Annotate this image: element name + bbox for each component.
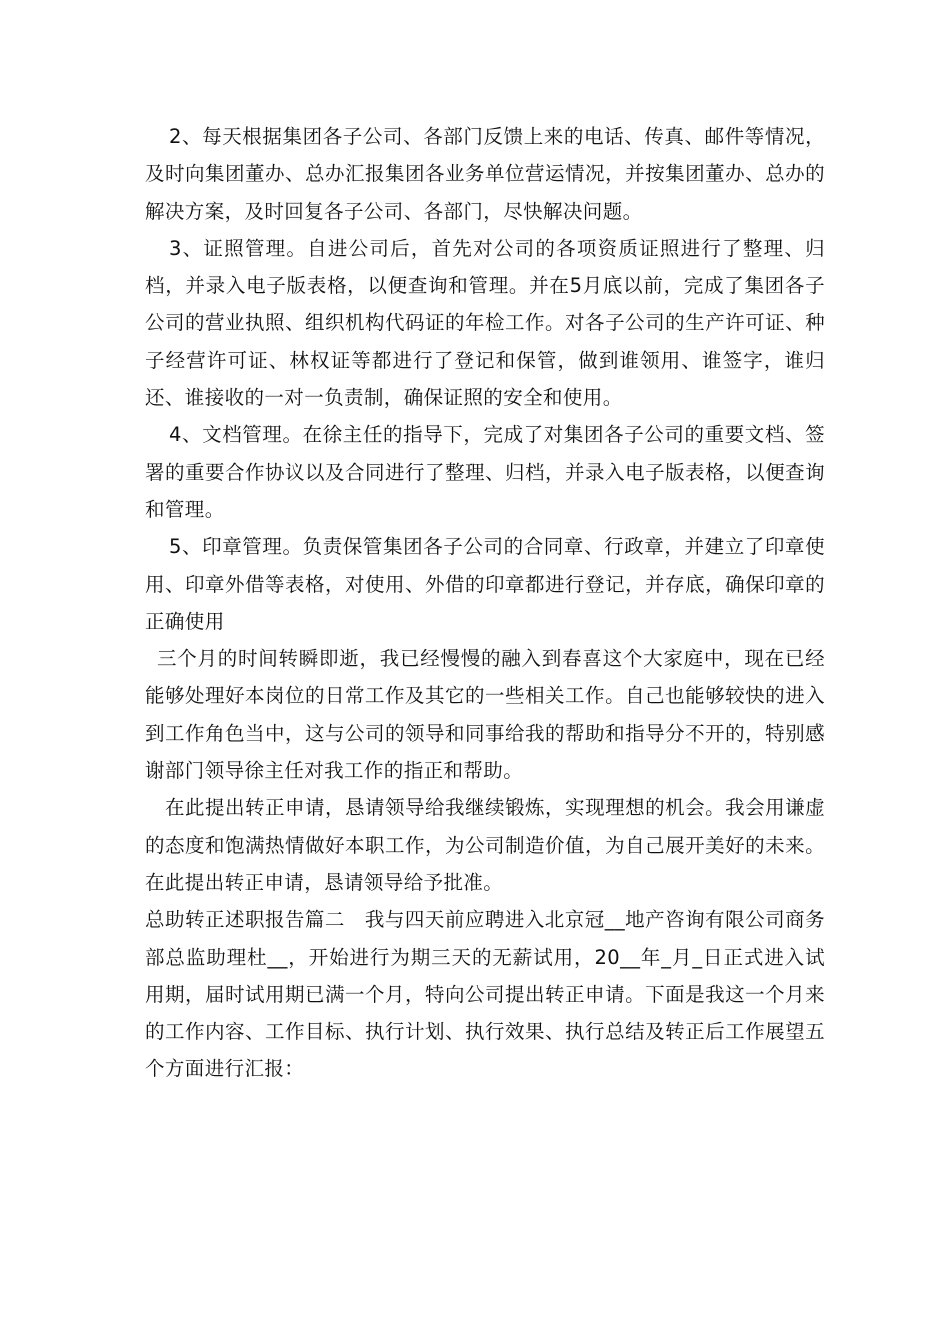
paragraph-application: 在此提出转正申请，恳请领导给我继续锻炼，实现理想的机会。我会用谦虚的态度和饱满热情做好本职工作，为公司制造价值，为自己展开美好的未来。在此提出转正申请，恳请领导给予批准。 bbox=[145, 796, 825, 894]
paragraph-item-2: 2、每天根据集团各子公司、各部门反馈上来的电话、传真、邮件等情况，及时向集团董办、总办汇报集团各业务单位营运情况，并按集团董办、总办的解决方案，及时回复各子公司、各部门，尽快解决问题。 bbox=[145, 125, 825, 223]
paragraph-item-3-license-management: 3、证照管理。自进公司后，首先对公司的各项资质证照进行了整理、归档，并录入电子版表格，以便查询和管理。并在5月底以前，完成了集团各子公司的营业执照、组织机构代码证的年检工作。对各子公司的生产许可证、种子经营许可证、林权证等都进行了登记和保管，做到谁领用、谁签字，谁归还、谁接收的一对一负责制，确保证照的安全和使用。 bbox=[145, 236, 825, 410]
paragraph-item-5-seal-management: 5、印章管理。负责保管集团各子公司的合同章、行政章，并建立了印章使用、印章外借等表格，对使用、外借的印章都进行登记，并存底，确保印章的正确使用 bbox=[145, 535, 825, 633]
document-body bbox=[145, 118, 825, 1088]
paragraph-summary: 三个月的时间转瞬即逝，我已经慢慢的融入到春喜这个大家庭中，现在已经能够处理好本岗位的日常工作及其它的一些相关工作。自己也能够较快的进入到工作角色当中，这与公司的领导和同事给我的帮助和指导分不开的，特别感谢部门领导徐主任对我工作的指正和帮助。 bbox=[145, 647, 825, 783]
paragraph-report-two: 总助转正述职报告篇二 我与四天前应聘进入北京冠__地产咨询有限公司商务部总监助理杜__，开始进行为期三天的无薪试用，20__年_月_日正式进入试用期，届时试用期已满一个月，特向公司提出转正申请。下面是我这一个月来的工作内容、工作目标、执行计划、执行效果、执行总结及转正后工作展望五个方面进行汇报： bbox=[145, 908, 825, 1081]
paragraph-item-4-document-management: 4、文档管理。在徐主任的指导下，完成了对集团各子公司的重要文档、签署的重要合作协议以及合同进行了整理、归档，并录入电子版表格，以便查询和管理。 bbox=[145, 423, 825, 521]
